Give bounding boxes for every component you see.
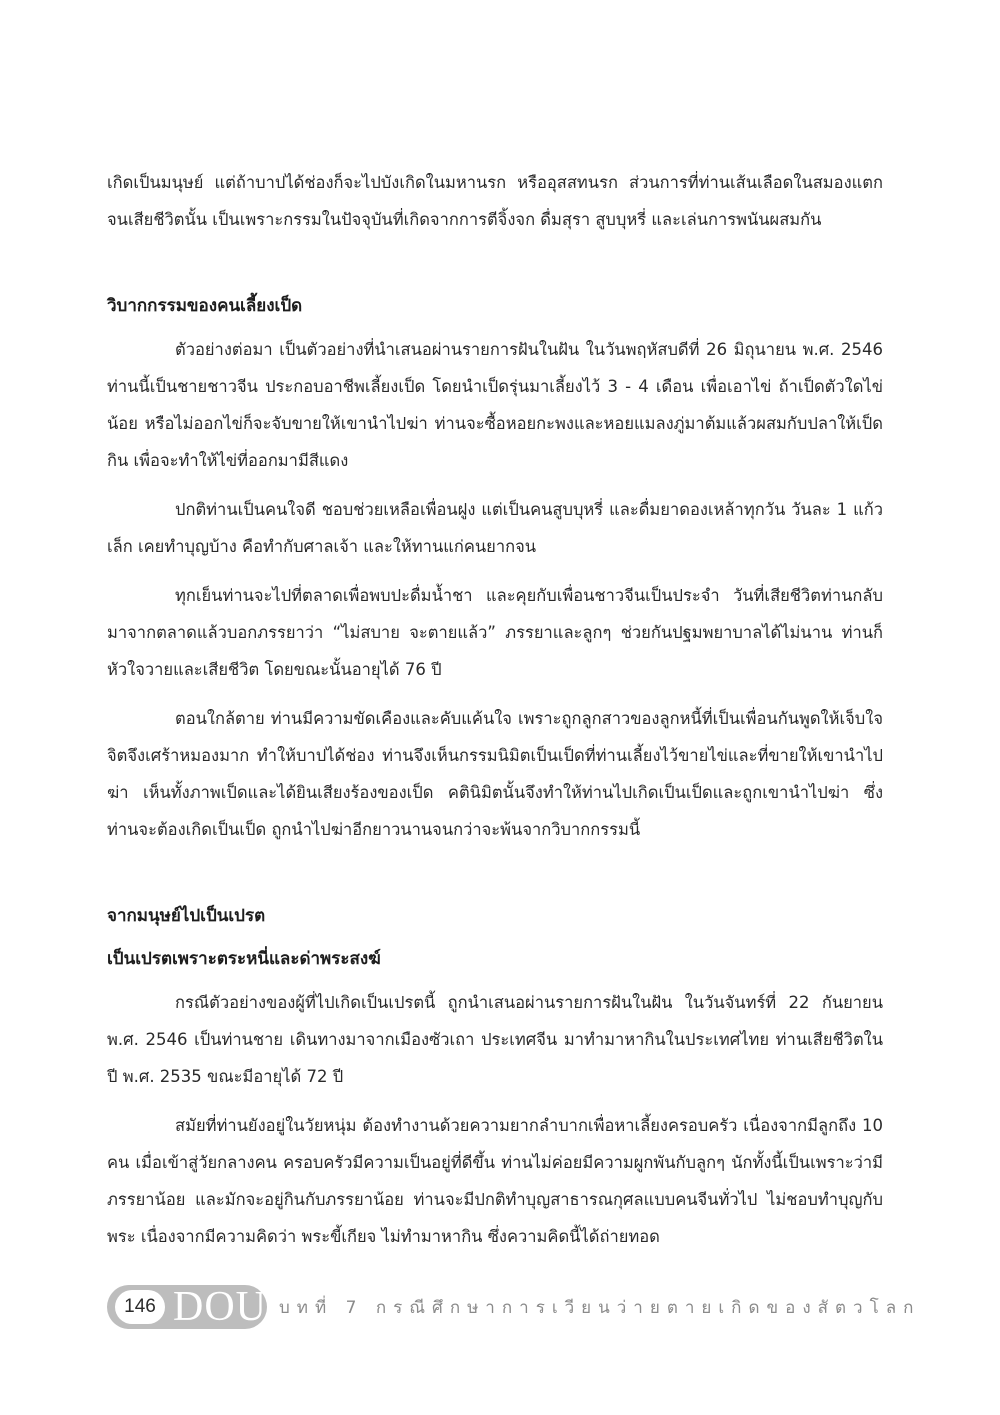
spacer bbox=[107, 479, 883, 491]
paragraph-duck-3: ทุกเย็นท่านจะไปที่ตลาดเพื่อพบปะดื่มน้ำชา และคุยกับเพื่อนชาวจีนเป็นประจำ วันที่เสียชีวิตท่านกลับมาจากตลาดแล้วบอกภรรยาว่า “ไม่สบาย จะตายแล้ว” ภรรยาและลูกๆ ช่วยกันปฐมพยาบาลได้ไม่นาน ท่านก็หัวใจวายและเสียชีวิต โดยขณะนั้นอายุได้ 76 ปี bbox=[107, 586, 883, 679]
section-heading-preta: จากมนุษย์ไปเป็นเปรต bbox=[107, 906, 266, 926]
section-heading-duck-farmer: วิบากกรรมของคนเลี้ยงเป็ด bbox=[107, 296, 303, 316]
page-footer bbox=[107, 1284, 921, 1330]
paragraph-intro: เกิดเป็นมนุษย์ แต่ถ้าบาปได้ช่องก็จะไปบังเกิดในมหานรก หรืออุสสทนรก ส่วนการที่ท่านเส้นเลือดในสมองแตกจนเสียชีวิตนั้น เป็นเพราะกรรมในปัจจุบันที่เกิดจากการตีจิ้งจก ดื่มสุรา สูบบุหรี่ และเล่นการพนันผสมกัน bbox=[107, 173, 883, 229]
page-content bbox=[107, 164, 883, 1255]
spacer bbox=[107, 688, 883, 700]
paragraph-duck-4: ตอนใกล้ตาย ท่านมีความขัดเคืองและคับแค้นใจ เพราะถูกลูกสาวของลูกหนี้ที่เป็นเพื่อนกันพูดให้เจ็บใจ จิตจึงเศร้าหมองมาก ทำให้บาปได้ช่อง ท่านจึงเห็นกรรมนิมิตเป็นเป็ดที่ท่านเลี้ยงไว้ขายไข่และที่ขายให้เขานำไปฆ่า เห็นทั้งภาพเป็ดและได้ยินเสียงร้องของเป็ด คตินิมิตนั้นจึงทำให้ท่านไปเกิดเป็นเป็ดและถูกเขานำไปฆ่า ซึ่งท่านจะต้องเกิดเป็นเป็ด ถูกนำไปฆ่าอีกยาวนานจนกว่าจะพ้นจากวิบากกรรมนี้ bbox=[107, 709, 883, 839]
footer-badge bbox=[107, 1285, 267, 1329]
paragraph-preta-2: สมัยที่ท่านยังอยู่ในวัยหนุ่ม ต้องทำงานด้วยความยากลำบากเพื่อหาเลี้ยงครอบครัว เนื่องจากมีลูกถึง 10 คน เมื่อเข้าสู่วัยกลางคน ครอบครัวมีความเป็นอยู่ที่ดีขึ้น ท่านไม่ค่อยมีความผูกพันกับลูกๆ นักทั้งนี้เป็นเพราะว่ามีภรรยาน้อย และมักจะอยู่กินกับภรรยาน้อย ท่านจะมีปกติทำบุญสาธารณกุศลแบบคนจีนทั่วไป ไม่ชอบทำบุญกับพระ เนื่องจากมีความคิดว่า พระขี้เกียจ ไม่ทำมาหากิน ซึ่งความคิดนี้ได้ถ่ายทอด bbox=[107, 1116, 883, 1246]
chapter-title: บทที่ 7 กรณีศึกษาการเวียนว่ายตายเกิดของสัตวโลก bbox=[279, 1297, 921, 1318]
paragraph-duck-2: ปกติท่านเป็นคนใจดี ชอบช่วยเหลือเพื่อนฝูง แต่เป็นคนสูบบุหรี่ และดื่มยาดองเหล้าทุกวัน วันละ 1 แก้วเล็ก เคยทำบุญบ้าง คือทำกับศาลเจ้า และให้ทานแก่คนยากจน bbox=[107, 500, 883, 556]
page-number: 146 bbox=[115, 1290, 165, 1324]
paragraph-duck-1: ตัวอย่างต่อมา เป็นตัวอย่างที่นำเสนอผ่านรายการฝันในฝัน ในวันพฤหัสบดีที่ 26 มิถุนายน พ.ศ. 2546 ท่านนี้เป็นชายชาวจีน ประกอบอาชีพเลี้ยงเป็ด โดยนำเป็ดรุ่นมาเลี้ยงไว้ 3 - 4 เดือน เพื่อเอาไข่ ถ้าเป็ดตัวใดไข่น้อย หรือไม่ออกไข่ก็จะจับขายให้เขานำไปฆ่า ท่านจะซื้อหอยกะพงและหอยแมลงภู่มาต้มแล้วผสมกับปลาให้เป็ดกิน เพื่อจะทำให้ไข่ที่ออกมามีสีแดง bbox=[107, 340, 883, 470]
spacer bbox=[107, 565, 883, 577]
spacer bbox=[107, 848, 883, 898]
spacer bbox=[107, 238, 883, 288]
paragraph-preta-1: กรณีตัวอย่างของผู้ที่ไปเกิดเป็นเปรตนี้ ถูกนำเสนอผ่านรายการฝันในฝัน ในวันจันทร์ที่ 22 กันยายน พ.ศ. 2546 เป็นท่านชาย เดินทางมาจากเมืองซัวเถา ประเทศจีน มาทำมาหากินในประเทศไทย ท่านเสียชีวิตในปี พ.ศ. 2535 ขณะมีอายุได้ 72 ปี bbox=[107, 993, 883, 1086]
spacer bbox=[107, 1095, 883, 1107]
dou-logo: DOU bbox=[173, 1284, 267, 1330]
subsection-heading-preta: เป็นเปรตเพราะตระหนี่และด่าพระสงฆ์ bbox=[107, 949, 381, 969]
